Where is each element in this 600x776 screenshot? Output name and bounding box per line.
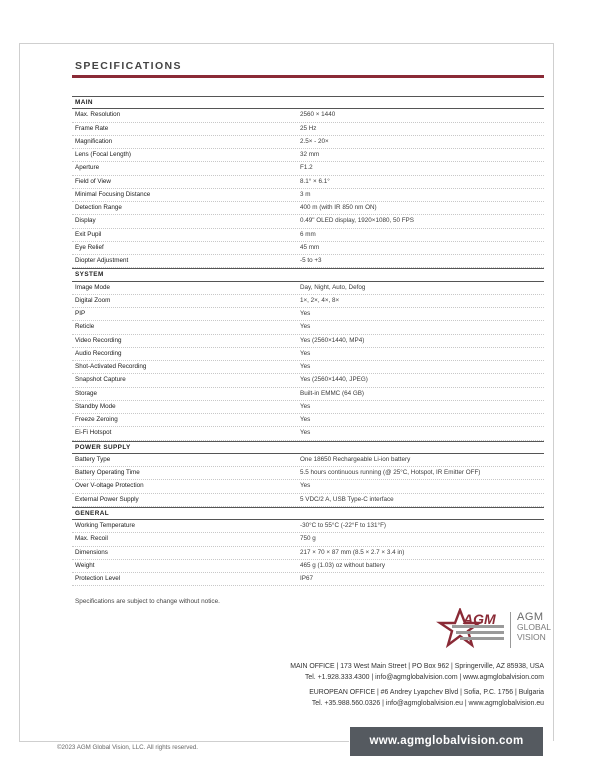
spec-value: Yes [300,402,311,410]
spec-row [72,215,544,228]
spec-value: Yes [300,349,311,357]
section-title: SYSTEM [75,271,104,279]
spec-row [72,401,544,414]
section-header [72,96,544,109]
spec-label: PIP [75,310,86,317]
spec-label: Digital Zoom [75,296,111,304]
spec-value: 750 g [300,535,316,543]
spec-label: Freeze Zeroing [75,416,118,423]
spec-label: Lens (Focal Length) [75,151,132,158]
spec-label: Max. Recoil [75,535,108,543]
spec-row [72,573,544,586]
spec-value: 465 g (1.03) oz without battery [300,561,386,569]
spec-label: Audio Recording [75,349,122,357]
spec-row [72,427,544,440]
spec-row [72,123,544,136]
title-rule [72,75,544,78]
spec-row [72,229,544,242]
spec-label: Video Recording [75,336,122,344]
spec-label: Over V-oltage Protection [75,482,144,490]
spec-value: 25 Hz [300,124,317,132]
spec-value: Yes (2560×1440, MP4) [300,336,365,344]
spec-value: 0.49" OLED display, 1920×1080, 50 FPS [300,217,414,225]
spec-value: 6 mm [300,230,316,238]
spec-value: Day, Night, Auto, Defog [300,283,366,291]
spec-value: 5.5 hours continuous running (@ 25°C, Hotspot, IR Emitter OFF) [300,469,481,476]
spec-label: Storage [75,389,98,397]
section-title: POWER SUPPLY [75,443,131,451]
spec-label: Field of View [75,177,111,185]
spec-value: 400 m (with IR 850 nm ON) [300,204,377,211]
spec-value: Built-in EMMC (64 GB) [300,389,365,397]
spec-label: Ei-Fi Hotspot [75,429,112,437]
disclaimer-note: Specifications are subject to change without notice. [75,598,220,605]
logo-wordmark [517,612,551,642]
spec-label: Standby Mode [75,402,116,410]
spec-label: Battery Operating Time [75,469,140,476]
spec-row [72,321,544,334]
spec-value: 2560 × 1440 [300,111,336,119]
spec-label: Protection Level [75,575,121,582]
spec-value: 5 VDC/2 A, USB Type-C interface [300,495,394,503]
spec-label: Reticle [75,323,95,331]
spec-table [72,96,544,586]
spec-label: Weight [75,561,95,569]
spec-value: 1×, 2×, 4×, 8× [300,296,340,304]
spec-row [72,361,544,374]
spec-row [72,467,544,480]
spec-row [72,176,544,189]
spec-label: Frame Rate [75,124,109,132]
spec-row [72,295,544,308]
spec-row [72,109,544,122]
spec-row [72,202,544,215]
spec-value: F1.2 [300,164,313,172]
spec-value: 217 × 70 × 87 mm (8.5 × 2.7 × 3.4 in) [300,548,405,556]
spec-row [72,136,544,149]
logo-mark: AGM [463,611,496,627]
spec-label: Dimensions [75,548,108,556]
spec-value: One 18650 Rechargeable Li-ion battery [300,455,411,463]
spec-label: Max. Resolution [75,111,121,119]
spec-row [72,533,544,546]
spec-label: Shot-Activated Recording [75,363,147,370]
section-header [72,441,544,454]
spec-row [72,162,544,175]
spec-row [72,242,544,255]
spec-row [72,480,544,493]
spec-value: 32 mm [300,151,320,158]
main-office-address [144,662,544,683]
spec-value: 2.5× - 20× [300,137,329,145]
spec-row [72,308,544,321]
page-frame-bottom [19,741,349,742]
spec-value: Yes [300,310,311,317]
european-office-line1: EUROPEAN OFFICE | #6 Andrey Lyapchev Blvd | Sofia, P.C. 1756 | Bulgaria [309,689,544,696]
spec-label: Display [75,217,96,225]
spec-value: IP67 [300,575,313,582]
spec-row [72,414,544,427]
spec-row [72,547,544,560]
spec-value: -5 to +3 [300,257,322,264]
section-title: GENERAL [75,509,110,517]
spec-row [72,348,544,361]
spec-value: Yes [300,482,311,490]
spec-label: Eye Relief [75,243,104,251]
logo-line-vision: VISION [517,632,546,642]
spec-row [72,149,544,162]
spec-value: -30°C to 55°C (-22°F to 131°F) [300,522,387,529]
spec-row [72,374,544,387]
spec-label: Battery Type [75,455,111,463]
spec-label: Image Mode [75,283,111,291]
main-office-line1: MAIN OFFICE | 173 West Main Street | PO Box 962 | Springerville, AZ 85938, USA [290,663,544,670]
spec-row [72,520,544,533]
logo-line-agm: AGM [517,611,544,623]
spec-row [72,189,544,202]
section-header [72,268,544,281]
spec-row [72,282,544,295]
spec-label: Snapshot Capture [75,376,126,384]
spec-row [72,454,544,467]
spec-value: Yes (2560×1440, JPEG) [300,376,368,384]
spec-value: 3 m [300,190,311,198]
logo-line-global: GLOBAL [517,622,552,632]
section-header [72,507,544,520]
spec-value: 45 mm [300,243,320,251]
spec-row [72,388,544,401]
page-title: SPECIFICATIONS [75,60,182,72]
main-office-line2: Tel. +1.928.333.4300 | info@agmglobalvision.com | www.agmglobalvision.com [304,673,544,681]
section-title: MAIN [75,99,93,106]
copyright-text: ©2023 AGM Global Vision, LLC. All rights reserved. [57,744,198,751]
spec-label: Minimal Focusing Distance [75,190,151,198]
spec-value: 8.1° × 6.1° [300,177,330,185]
european-office-address [144,688,544,709]
spec-label: External Power Supply [75,495,139,503]
spec-row [72,335,544,348]
spec-label: Working Temperature [75,522,135,529]
spec-label: Exit Pupil [75,230,102,238]
european-office-line2: Tel. +35.988.560.0326 | info@agmglobalvision.eu | www.agmglobalvision.eu [311,699,544,707]
spec-label: Diopter Adjustment [75,257,129,264]
spec-row [72,494,544,507]
spec-value: Yes [300,323,311,331]
spec-label: Aperture [75,164,100,172]
spec-value: Yes [300,363,311,370]
spec-label: Detection Range [75,204,122,211]
spec-row [72,560,544,573]
spec-label: Magnification [75,137,113,145]
website-link[interactable]: www.agmglobalvision.com [350,727,543,756]
spec-row [72,255,544,268]
spec-value: Yes [300,416,311,423]
spec-value: Yes [300,429,311,437]
